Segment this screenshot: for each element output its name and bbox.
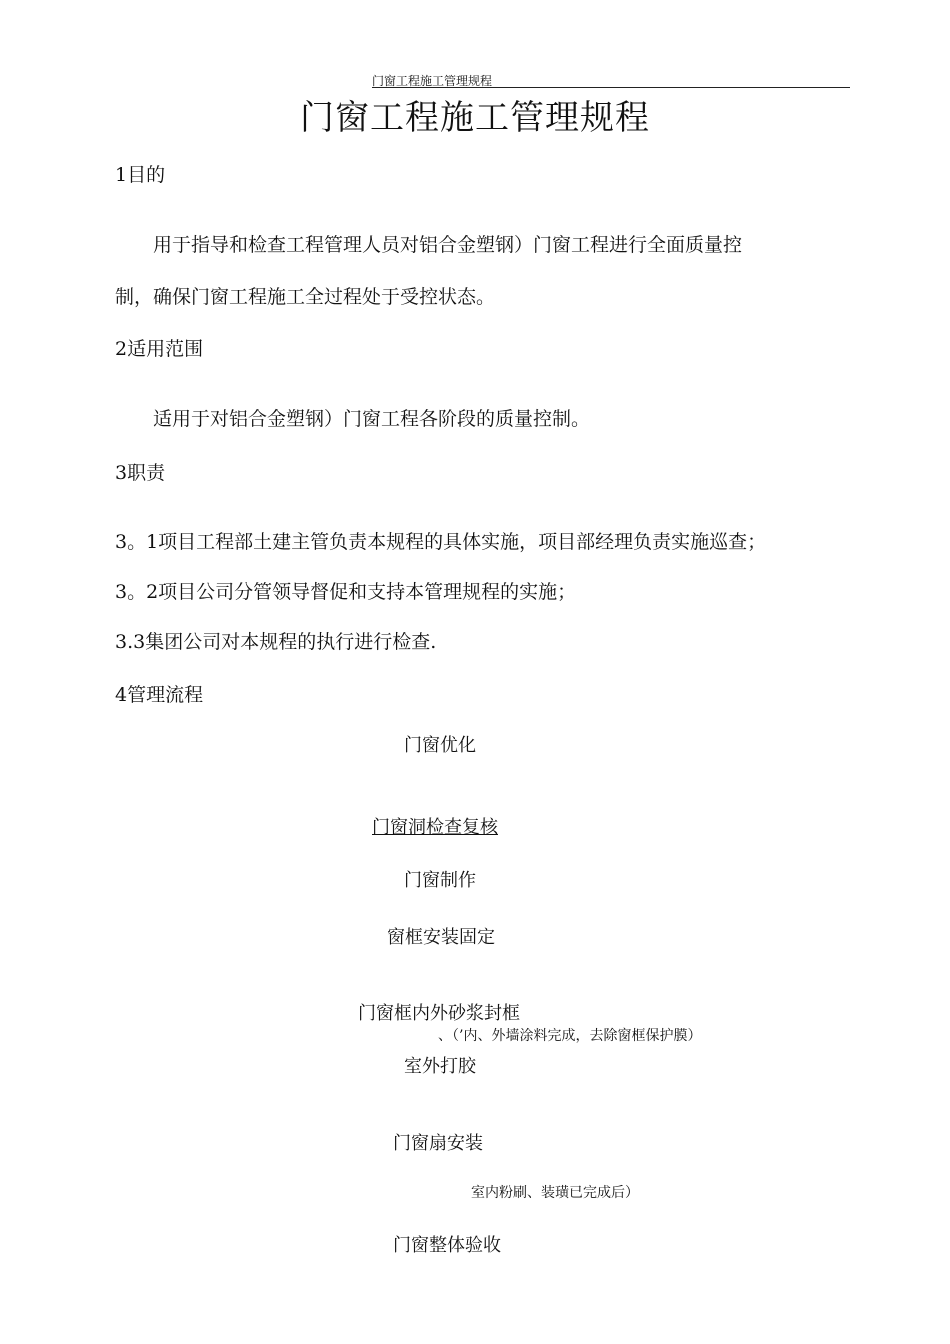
section-2-heading: 2适用范围 xyxy=(115,338,204,360)
section-3-item-1: 3。1项目工程部土建主管负责本规程的具体实施，项目部经理负责实施巡查； xyxy=(115,531,767,553)
flow-step-4: 窗框安装固定 xyxy=(387,927,495,948)
section-3-heading: 3职责 xyxy=(115,462,166,484)
running-header: 门窗工程施工管理规程 xyxy=(372,74,493,88)
section-3-item-2: 3。2项目公司分管领导督促和支持本管理规程的实施； xyxy=(115,581,577,603)
flow-note-1: 、（’内、外墙涂料完成，去除窗框保护膜） xyxy=(438,1028,702,1044)
section-1-para-line2: 制，确保门窗工程施工全过程处于受控状态。 xyxy=(115,286,496,308)
section-1-para-line1: 用于指导和检查工程管理人员对铝合金塑钢）门窗工程进行全面质量控 xyxy=(153,234,743,256)
flow-step-5: 门窗框内外砂浆封框 xyxy=(358,1003,520,1024)
header-rule xyxy=(372,87,850,88)
section-1-heading: 1目的 xyxy=(115,164,166,186)
flow-step-8: 门窗整体验收 xyxy=(393,1235,501,1256)
flow-step-3: 门窗制作 xyxy=(404,870,476,891)
flow-step-1: 门窗优化 xyxy=(404,735,476,756)
flow-step-2: 门窗洞检查复核 xyxy=(372,817,498,838)
section-2-para: 适用于对铝合金塑钢）门窗工程各阶段的质量控制。 xyxy=(153,408,591,430)
section-4-heading: 4管理流程 xyxy=(115,684,204,706)
document-title: 门窗工程施工管理规程 xyxy=(300,98,650,138)
flow-note-2: 室内粉刷、装璜已完成后） xyxy=(471,1185,639,1201)
flow-step-7: 门窗扇安装 xyxy=(393,1133,483,1154)
flow-step-6: 室外打胶 xyxy=(404,1056,476,1077)
section-3-item-3: 3.3集团公司对本规程的执行进行检查. xyxy=(115,631,437,653)
